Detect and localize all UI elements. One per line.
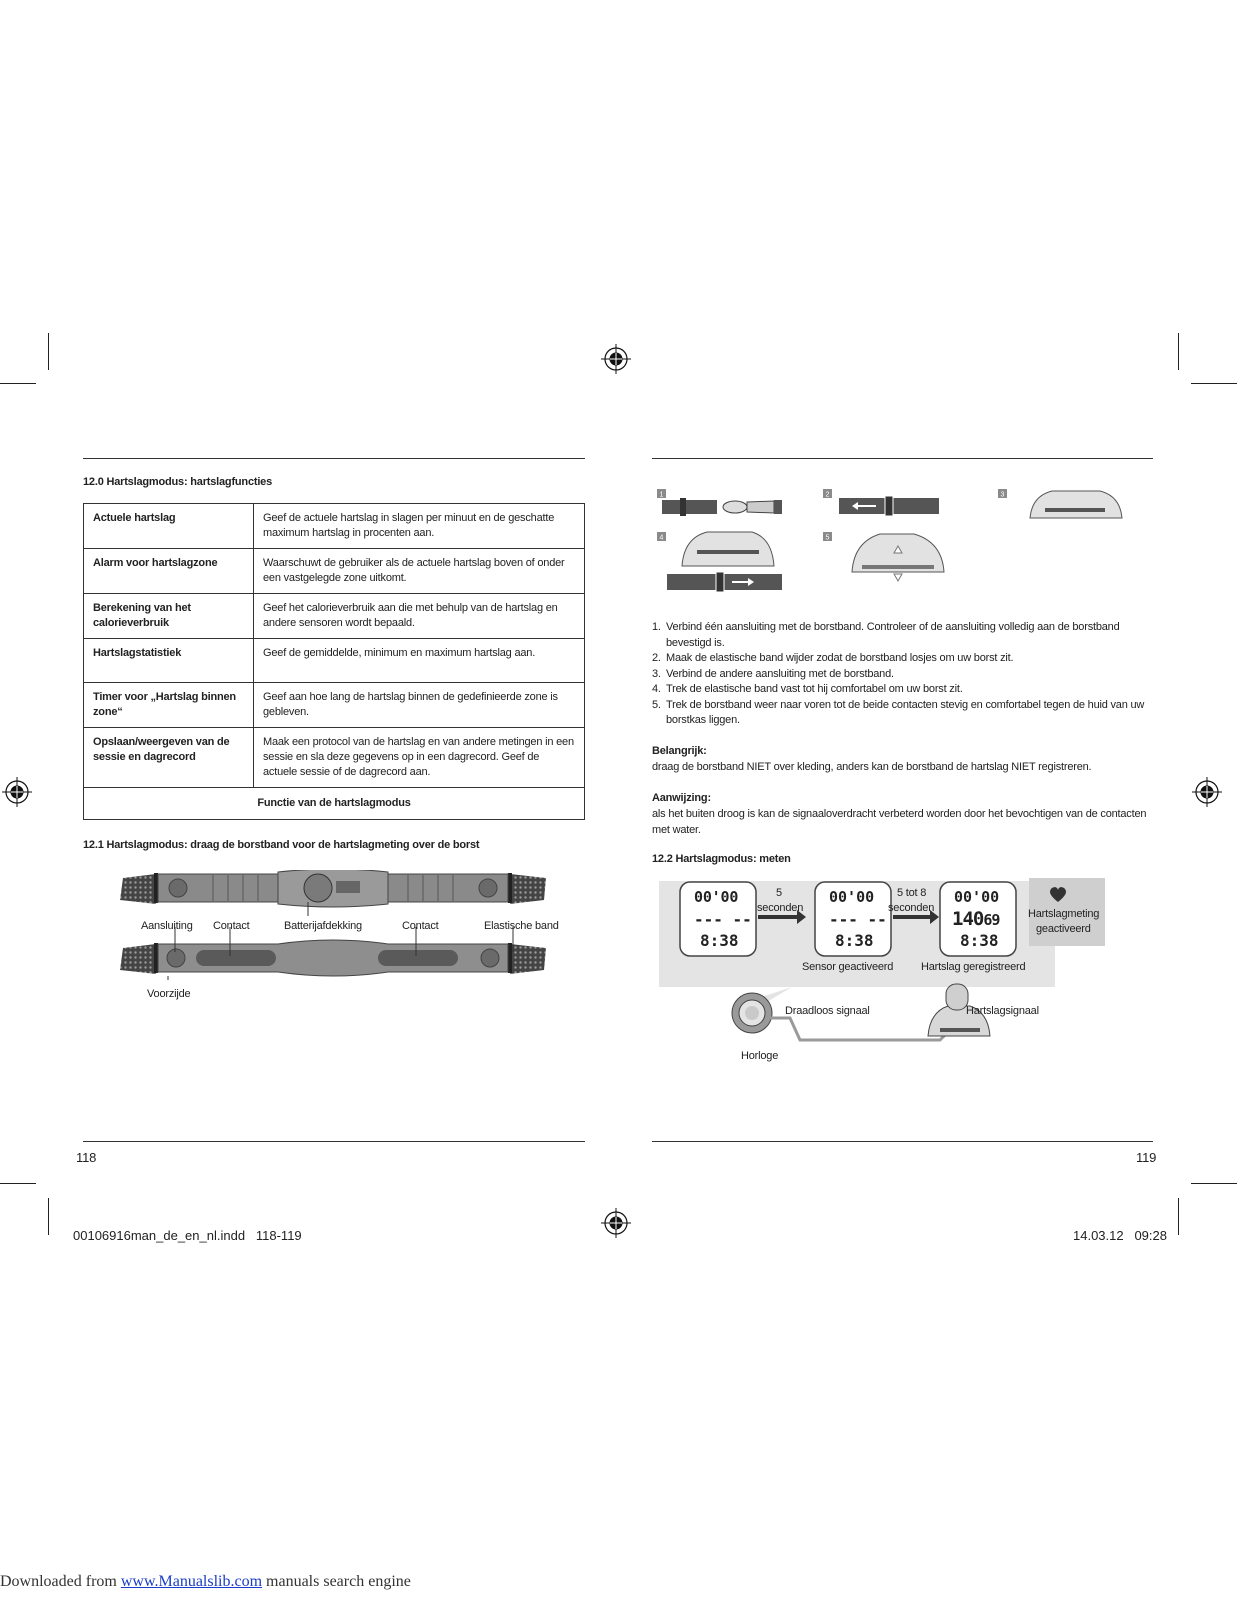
crop-mark xyxy=(0,1183,36,1184)
page-number-right: 119 xyxy=(1136,1150,1157,1165)
table-value: Maak een protocol van de hartslag en van andere metingen in een sessie en sla deze gegevens op in een dagrecord. Geef de actuele sessie of de dagrecord aan. xyxy=(254,728,585,788)
crop-mark xyxy=(1191,1183,1237,1184)
slug-date: 14.03.12 09:28 xyxy=(1073,1228,1167,1243)
download-footer xyxy=(0,1573,411,1591)
footer-prefix: Downloaded from xyxy=(0,1573,121,1590)
lcd-bottom-1: 8:38 xyxy=(700,931,739,950)
lcd-hr-empty: --- xyxy=(694,910,723,929)
wireless-signal-label: Draadloos signaal xyxy=(785,1005,870,1017)
hr-registered-label: Hartslag geregistreerd xyxy=(921,961,1026,973)
table-value: Waarschuwt de gebruiker als de actuele hartslag boven of onder een vastgelegde zone uitkomt. xyxy=(254,549,585,594)
sensor-activated-label: Sensor geactiveerd xyxy=(802,961,894,973)
label-aansluiting: Aansluiting xyxy=(141,920,193,932)
lcd-top-1: 00'00 xyxy=(694,888,739,906)
manualslib-link[interactable]: www.Manualslib.com xyxy=(120,1573,263,1590)
hint-heading: Aanwijzing: xyxy=(652,792,711,804)
registration-mark-icon xyxy=(601,344,631,374)
table-row xyxy=(84,683,585,728)
step-number: 1. xyxy=(652,621,661,633)
list-item xyxy=(652,682,1162,698)
step-text: Verbind één aansluiting met de borstband. Controleer of de aansluiting volledig aan de borstband bevestigd is. xyxy=(666,621,1120,649)
top-rule-right xyxy=(652,458,1153,459)
table-key: Timer voor „Hartslag binnen zone“ xyxy=(84,683,254,728)
crop-mark xyxy=(1178,1198,1179,1235)
step-text: Verbind de andere aansluiting met de borstband. xyxy=(666,667,894,680)
list-item xyxy=(652,620,1162,651)
table-row xyxy=(84,504,585,549)
step-text: Trek de borstband weer naar voren tot de beide contacten stevig en comfortabel tegen de huid van uw borstkas liggen. xyxy=(666,698,1145,726)
step-badge: 4 xyxy=(659,534,664,542)
lcd-pct-value: 69 xyxy=(983,911,1000,929)
important-text: draag de borstband NIET over kleding, anders kan de borstband de hartslag NIET registreren. xyxy=(652,761,1092,773)
table-key: Hartslagstatistiek xyxy=(84,639,254,683)
lcd-bottom-3: 8:38 xyxy=(960,931,999,950)
lcd-top-2: 00'00 xyxy=(829,888,875,906)
lcd-hr-value: 140 xyxy=(952,908,984,930)
section-title-12-2: 12.2 Hartslagmodus: meten xyxy=(652,853,791,865)
label-contact-left: Contact xyxy=(213,920,250,932)
step-badge: 3 xyxy=(1000,491,1005,499)
slug-file: 00106916man_de_en_nl.indd 118-119 xyxy=(73,1228,302,1243)
important-heading: Belangrijk: xyxy=(652,745,707,757)
heart-icon xyxy=(1050,887,1066,902)
functions-table xyxy=(83,503,585,820)
page-number-left: 118 xyxy=(76,1150,97,1165)
step-badge: 2 xyxy=(825,491,830,499)
table-value: Geef aan hoe lang de hartslag binnen de gedefinieerde zone is gebleven. xyxy=(254,683,585,728)
section-title-12-1: 12.1 Hartslagmodus: draag de borstband voor de hartslagmeting over de borst xyxy=(83,839,480,851)
table-value: Geef de actuele hartslag in slagen per minuut en de geschatte maximum hartslag in procenten aan. xyxy=(254,504,585,549)
registration-mark-icon xyxy=(601,1208,631,1238)
registration-mark-icon xyxy=(2,777,32,807)
bottom-rule-right xyxy=(652,1141,1153,1142)
step-number: 4. xyxy=(652,683,661,695)
footer-suffix: manuals search engine xyxy=(262,1573,411,1590)
step-text: Maak de elastische band wijder zodat de borstband losjes om uw borst zit. xyxy=(666,652,1014,664)
activated-label-line1: Hartslagmeting xyxy=(1028,908,1100,920)
steps-list xyxy=(652,620,1162,729)
bottom-rule-left xyxy=(83,1141,585,1142)
activated-label-line2: geactiveerd xyxy=(1036,923,1091,935)
list-item xyxy=(652,651,1162,667)
label-batterijafdekking: Batterijafdekking xyxy=(284,920,362,932)
step-number: 3. xyxy=(652,667,661,680)
lcd-pct-empty: -- xyxy=(867,910,887,929)
top-rule-left xyxy=(83,458,585,459)
label-contact-right: Contact xyxy=(402,920,439,932)
step-badge: 1 xyxy=(659,491,664,499)
strap-steps-illustration xyxy=(652,486,1152,604)
table-key: Actuele hartslag xyxy=(84,504,254,549)
lcd-top-3: 00'00 xyxy=(954,888,1000,906)
arrow2-line1: 5 tot 8 xyxy=(897,887,927,899)
lcd-hr-empty: --- xyxy=(829,910,858,929)
hint-text: als het buiten droog is kan de signaaloverdracht verbeterd worden door het bevochtigen van de contacten met water. xyxy=(652,808,1147,836)
table-row xyxy=(84,549,585,594)
arrow2-line2: seconden xyxy=(888,902,935,914)
step-number: 2. xyxy=(652,652,661,664)
step-badge: 5 xyxy=(825,534,830,542)
table-caption: Functie van de hartslagmodus xyxy=(84,788,585,820)
step-number: 5. xyxy=(652,698,661,711)
hr-signal-label: Hartslagsignaal xyxy=(966,1005,1039,1017)
crop-mark xyxy=(1178,333,1179,370)
watch-label: Horloge xyxy=(741,1050,779,1062)
crop-mark xyxy=(48,1198,49,1235)
crop-mark xyxy=(1191,383,1237,384)
table-row xyxy=(84,728,585,788)
lcd-bottom-2: 8:38 xyxy=(835,931,874,950)
lcd-mid-3 xyxy=(952,908,999,930)
table-key: Alarm voor hartslagzone xyxy=(84,549,254,594)
label-voorzijde: Voorzijde xyxy=(147,988,191,1000)
table-value: Geef de gemiddelde, minimum en maximum hartslag aan. xyxy=(254,639,585,683)
table-value: Geef het calorieverbruik aan die met behulp van de hartslag en andere sensoren wordt bepaald. xyxy=(254,594,585,639)
step-text: Trek de elastische band vast tot hij comfortabel om uw borst zit. xyxy=(666,683,963,695)
list-item xyxy=(652,698,1162,729)
lcd-mid-1 xyxy=(694,910,752,929)
lcd-mid-2 xyxy=(829,910,887,929)
table-row xyxy=(84,594,585,639)
lcd-pct-empty: -- xyxy=(732,910,752,929)
registration-mark-icon xyxy=(1192,777,1222,807)
table-key: Berekening van het calorieverbruik xyxy=(84,594,254,639)
arrow1-line1: 5 xyxy=(776,887,782,899)
table-row xyxy=(84,639,585,683)
label-elastische-band: Elastische band xyxy=(484,920,559,932)
crop-mark xyxy=(0,383,36,384)
arrow1-line2: seconden xyxy=(757,902,804,914)
table-key: Opslaan/weergeven van de sessie en dagrecord xyxy=(84,728,254,788)
table-caption-row xyxy=(84,788,585,820)
crop-mark xyxy=(48,333,49,370)
list-item xyxy=(652,667,1162,683)
section-title-12-0: 12.0 Hartslagmodus: hartslagfuncties xyxy=(83,476,273,488)
